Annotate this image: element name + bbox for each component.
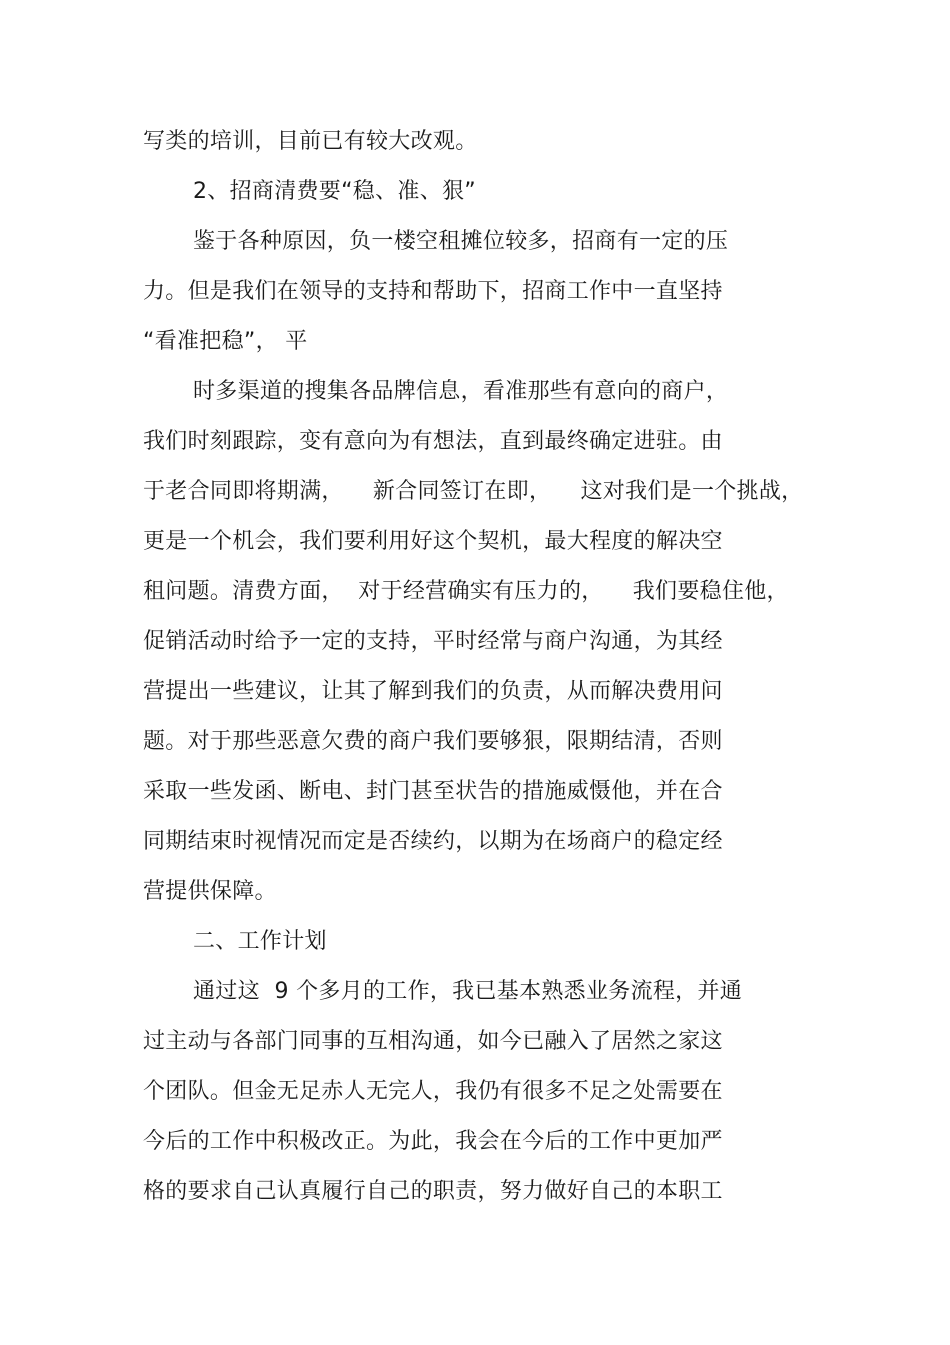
text-line: 通过这 9 个多月的工作，我已基本熟悉业务流程，并通	[193, 979, 743, 1004]
text-line: 今后的工作中积极改正。为此，我会在今后的工作中更加严	[143, 1129, 723, 1154]
section-heading: 二、工作计划	[193, 929, 327, 954]
text-line: 写类的培训，目前已有较大改观。	[143, 129, 478, 154]
text-line: 格的要求自己认真履行自己的职责，努力做好自己的本职工	[143, 1179, 723, 1204]
text-line: 题。对于那些恶意欠费的商户我们要够狠，限期结清，否则	[143, 729, 723, 754]
text-line: 更是一个机会，我们要利用好这个契机，最大程度的解决空	[143, 529, 723, 554]
text-line: 我们时刻跟踪，变有意向为有想法，直到最终确定进驻。由	[143, 429, 723, 454]
text-line: 营提出一些建议，让其了解到我们的负责，从而解决费用问	[143, 679, 723, 704]
text-line: “看准把稳”， 平	[143, 329, 308, 354]
text-line: 力。但是我们在领导的支持和帮助下，招商工作中一直坚持	[143, 279, 723, 304]
text-line: 时多渠道的搜集各品牌信息，看准那些有意向的商户，	[193, 379, 729, 404]
section-heading: 2、招商清费要“稳、准、狠”	[193, 179, 476, 204]
text-line: 促销活动时给予一定的支持，平时经常与商户沟通，为其经	[143, 629, 723, 654]
text-line: 鉴于各种原因，负一楼空租摊位较多，招商有一定的压	[193, 229, 729, 254]
text-line: 租问题。清费方面， 对于经营确实有压力的， 我们要稳住他，	[143, 579, 789, 604]
text-line: 个团队。但金无足赤人无完人，我仍有很多不足之处需要在	[143, 1079, 723, 1104]
text-line: 过主动与各部门同事的互相沟通，如今已融入了居然之家这	[143, 1029, 723, 1054]
text-line: 同期结束时视情况而定是否续约，以期为在场商户的稳定经	[143, 829, 723, 854]
text-line: 采取一些发函、断电、封门甚至状告的措施威慑他，并在合	[143, 779, 723, 804]
text-line: 于老合同即将期满， 新合同签订在即， 这对我们是一个挑战，	[143, 479, 804, 504]
text-line: 营提供保障。	[143, 879, 277, 904]
